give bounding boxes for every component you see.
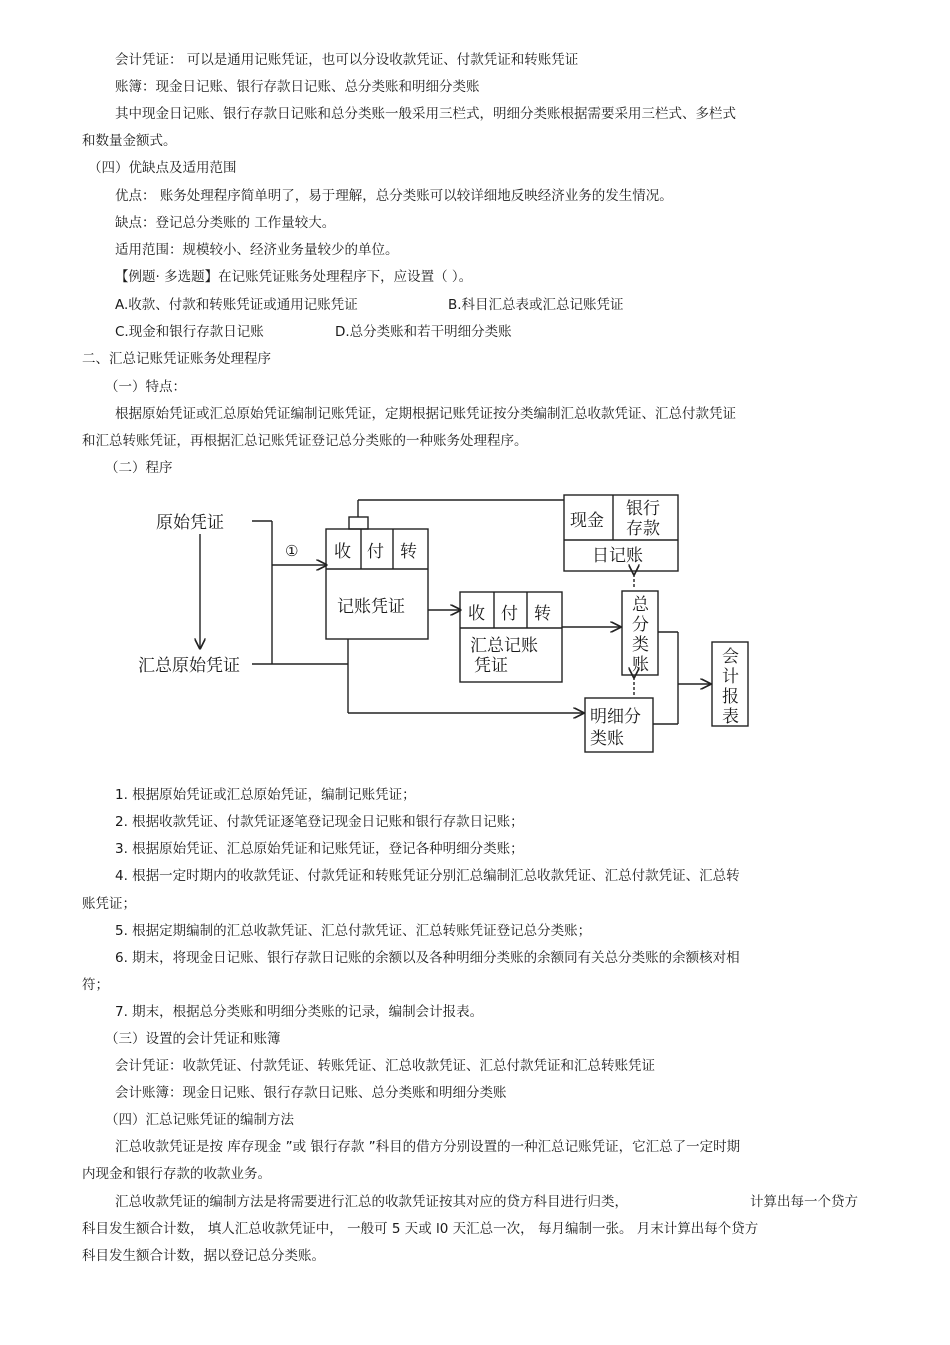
cell-payment: 付 <box>501 604 518 624</box>
node-journal: 日记账 <box>592 546 643 566</box>
text-line: 会计凭证： 可以是通用记账凭证，也可以分设收款凭证、付款凭证和转账凭证 <box>115 52 579 68</box>
step-item: 1. 根据原始凭证或汇总原始凭证，编制记账凭证； <box>115 787 416 803</box>
node-accounting-voucher: 记账凭证 <box>337 597 405 617</box>
text-line: 内现金和银行存款的收款业务。 <box>82 1166 271 1182</box>
sub-heading: （四）汇总记账凭证的编制方法 <box>105 1112 294 1128</box>
step-item: 账凭证； <box>82 896 136 912</box>
node-general-ledger: 类 <box>632 635 649 655</box>
example-question: 【例题· 多选题】在记账凭证账务处理程序下，应设置（ ）。 <box>115 269 473 285</box>
node-source-voucher: 原始凭证 <box>156 513 224 533</box>
step-item: 2. 根据收款凭证、付款凭证逐笔登记现金日记账和银行存款日记账； <box>115 814 524 830</box>
step-item: 3. 根据原始凭证、汇总原始凭证和记账凭证，登记各种明细分类账； <box>115 841 524 857</box>
text-line: 账簿：现金日记账、银行存款日记账、总分类账和明细分类账 <box>115 79 480 95</box>
step-item: 5. 根据定期编制的汇总收款凭证、汇总付款凭证、汇总转账凭证登记总分类账； <box>115 923 592 939</box>
cell-transfer: 转 <box>400 542 417 562</box>
step-item: 4. 根据一定时期内的收款凭证、付款凭证和转账凭证分别汇总编制汇总收款凭证、汇总付款凭证、汇总转 <box>115 868 740 884</box>
sub-heading: （三）设置的会计凭证和账簿 <box>105 1031 281 1047</box>
option-c: C.现金和银行存款日记账 <box>115 324 264 340</box>
node-financial-report: 计 <box>722 667 739 687</box>
text-line: 汇总收款凭证的编制方法是将需要进行汇总的收款凭证按其对应的贷方科目进行归类， <box>115 1194 628 1210</box>
cell-transfer: 转 <box>534 604 551 624</box>
cell-bank: 存款 <box>626 519 660 539</box>
text-line: 会计账簿：现金日记账、银行存款日记账、总分类账和明细分类账 <box>115 1085 507 1101</box>
option-a: A.收款、付款和转账凭证或通用记账凭证 <box>115 297 358 313</box>
node-general-ledger: 账 <box>632 655 649 675</box>
cell-receipt: 收 <box>334 542 351 562</box>
section-heading: 二、汇总记账凭证账务处理程序 <box>82 351 271 367</box>
text-line: 科目发生额合计数，据以登记总分类账。 <box>82 1248 325 1264</box>
node-general-ledger: 总 <box>632 595 649 615</box>
text-line: 根据原始凭证或汇总原始凭证编制记账凭证，定期根据记账凭证按分类编制汇总收款凭证、汇总付款凭证 <box>115 406 736 422</box>
text-line: 计算出每一个贷方 <box>750 1194 858 1210</box>
node-general-ledger: 分 <box>632 615 649 635</box>
text-line: 优点： 账务处理程序简单明了，易于理解，总分类账可以较详细地反映经济业务的发生情况。 <box>115 188 673 204</box>
procedure-flow-diagram <box>130 488 770 758</box>
text-line: 会计凭证：收款凭证、付款凭证、转账凭证、汇总收款凭证、汇总付款凭证和汇总转账凭证 <box>115 1058 655 1074</box>
text-line: 其中现金日记账、银行存款日记账和总分类账一般采用三栏式，明细分类账根据需要采用三栏式、多栏式 <box>115 106 736 122</box>
text-line: 缺点：登记总分类账的 工作量较大。 <box>115 215 336 231</box>
text-line: 汇总收款凭证是按 库存现金 ”或 银行存款 ”科目的借方分别设置的一种汇总记账凭证，它汇总了一定时期 <box>115 1139 741 1155</box>
text-line: 和数量金额式。 <box>82 133 177 149</box>
section-heading: （四）优缺点及适用范围 <box>88 160 237 176</box>
sub-heading: （二）程序 <box>105 460 173 476</box>
node-subsidiary-ledger: 明细分 <box>590 707 641 727</box>
text-line: 科目发生额合计数， 填人汇总收款凭证中， 一般可 5 天或 l0 天汇总一次， 每月编制一张。 月末计算出每个贷方 <box>82 1221 759 1237</box>
sub-heading: （一）特点： <box>105 379 186 395</box>
text-line: 和汇总转账凭证，再根据汇总记账凭证登记总分类账的一种账务处理程序。 <box>82 433 528 449</box>
node-summary-source-voucher: 汇总原始凭证 <box>138 656 240 676</box>
node-financial-report: 会 <box>722 647 739 667</box>
option-d: D.总分类账和若干明细分类账 <box>335 324 512 340</box>
step-item: 符； <box>82 977 109 993</box>
node-financial-report: 报 <box>722 687 739 707</box>
node-summary-voucher: 凭证 <box>474 656 508 676</box>
option-b: B.科目汇总表或汇总记账凭证 <box>448 297 624 313</box>
cell-payment: 付 <box>367 542 384 562</box>
step-item: 7. 期末，根据总分类账和明细分类账的记录，编制会计报表。 <box>115 1004 484 1020</box>
step-item: 6. 期末，将现金日记账、银行存款日记账的余额以及各种明细分类账的余额同有关总分类账的余额核对相 <box>115 950 740 966</box>
cell-receipt: 收 <box>468 604 485 624</box>
step-number: ① <box>285 542 299 560</box>
cell-cash: 现金 <box>570 511 604 531</box>
node-subsidiary-ledger: 类账 <box>590 729 624 749</box>
node-financial-report: 表 <box>722 707 739 727</box>
cell-bank: 银行 <box>626 499 660 519</box>
text-line: 适用范围：规模较小、经济业务量较少的单位。 <box>115 242 399 258</box>
node-summary-voucher: 汇总记账 <box>470 636 538 656</box>
